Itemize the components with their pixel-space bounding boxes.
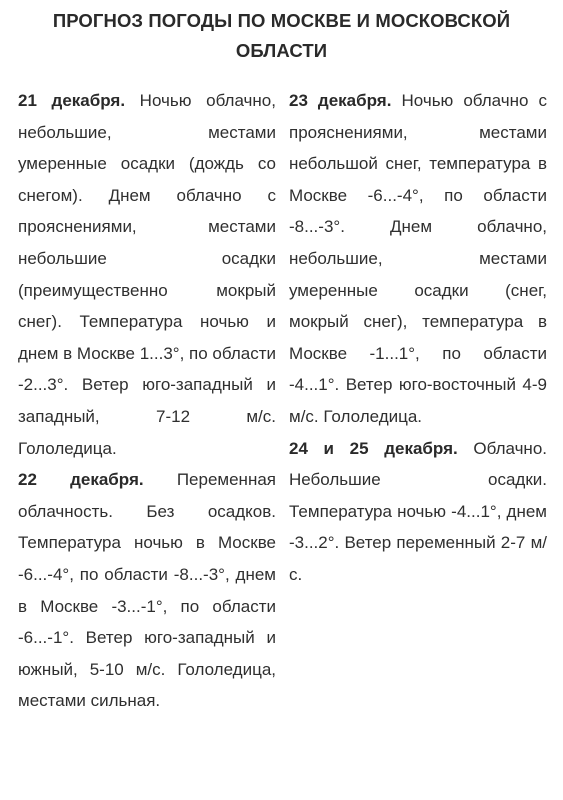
page-title: [0, 6, 563, 66]
forecast-date: 21 декабря.: [18, 91, 126, 110]
right-column: [289, 85, 547, 591]
forecast-entry-dec-22: [18, 464, 276, 717]
forecast-text: Ночью облачно с прояснениями, местами небольшой снег, температура в Москве -6...-4°, по области -8...-3°. Днем облачно, небольшие, местами умеренные осадки (снег, мокрый снег), температура в Москве -1...1°, по области -4...1°. Ветер юго-восточный 4-9 м/с. Гололедица.: [289, 91, 547, 426]
forecast-date: 23 декабря.: [289, 91, 392, 110]
forecast-text: Ночью облачно, небольшие, местами умеренные осадки (дождь со снегом). Днем облачно с прояснениями, местами небольшие осадки (преимущественно мокрый снег). Температура ночью и днем в Москве 1...3°, по области -2...3°. Ветер юго-западный и западный, 7-12 м/с. Гололедица.: [18, 91, 276, 458]
forecast-entry-dec-24-25: [289, 433, 547, 591]
title-line-1: ПРОГНОЗ ПОГОДЫ ПО МОСКВЕ И МОСКОВСКОЙ: [52, 10, 511, 31]
forecast-date: 24 и 25 декабря.: [289, 438, 458, 458]
forecast-entry-dec-23: [289, 85, 547, 433]
forecast-entry-dec-21: [18, 85, 276, 464]
left-column: [18, 85, 276, 717]
forecast-date: 22 декабря.: [18, 470, 144, 490]
title-line-2: ОБЛАСТИ: [235, 40, 328, 61]
forecast-text: Облачно. Небольшие осадки. Температура ночью -4...1°, днем -3...2°. Ветер переменный 2-7 м/с.: [289, 438, 547, 584]
forecast-text: Переменная облачность. Без осадков. Температура ночью в Москве -6...-4°, по области -8...-3°, днем в Москве -3...-1°, по области -6...-1°. Ветер юго-западный и южный, 5-10 м/с. Гололедица, местами сильная.: [18, 470, 276, 711]
